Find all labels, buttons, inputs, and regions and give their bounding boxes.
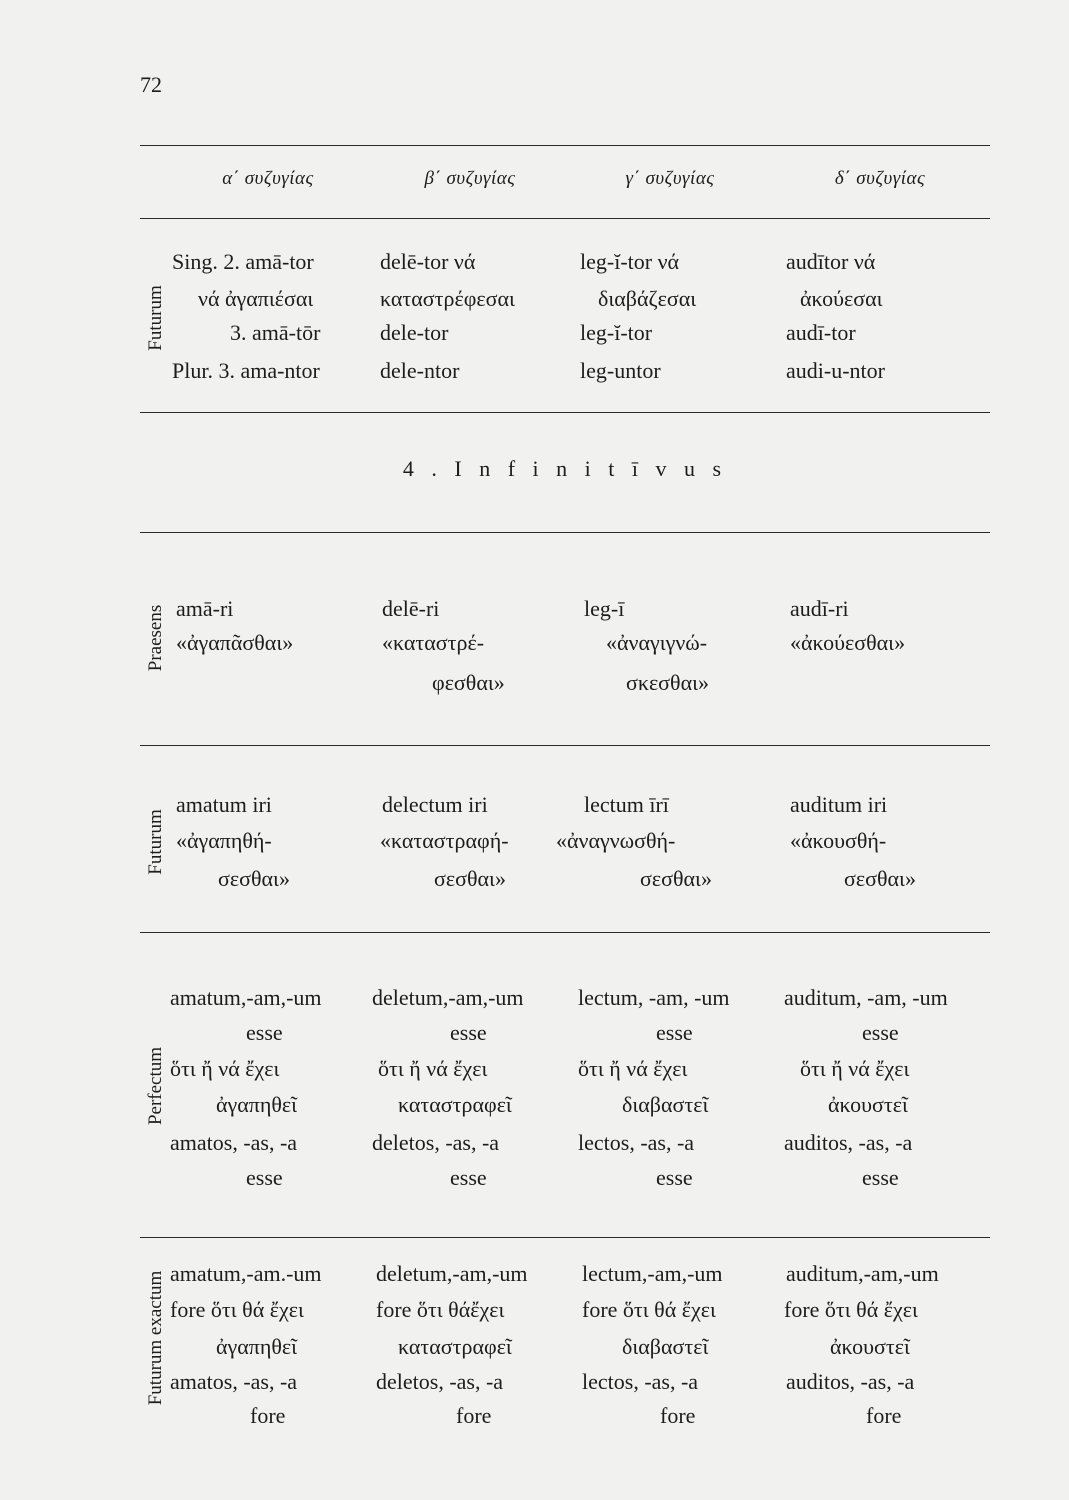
cell: φεσθαι» xyxy=(432,670,505,695)
cell: amatum,-am.-um xyxy=(170,1261,322,1286)
cell: auditos, -as, -a xyxy=(784,1130,913,1155)
cell: «ἀναγνωσθή- xyxy=(556,828,676,853)
cell: ὅτι ἤ νά ἔχει xyxy=(800,1056,910,1081)
cell: delē-ri xyxy=(382,596,440,621)
cell: lectum īrī xyxy=(584,792,669,817)
cell: «ἀναγιγνώ- xyxy=(606,630,708,655)
rule-header-bottom xyxy=(140,218,990,219)
page-number: 72 xyxy=(140,72,162,97)
cell: amatum iri xyxy=(176,792,272,817)
cell: ἀγαπηθεῖ xyxy=(216,1092,298,1117)
cell: leg-ī xyxy=(584,596,625,621)
cell: διαβάζεσαι xyxy=(598,286,697,311)
cell: ἀγαπηθεῖ xyxy=(216,1334,298,1359)
cell: ἀκουστεῖ xyxy=(830,1334,910,1359)
cell: leg-ĭ-tor xyxy=(580,320,653,345)
cell: amatos, -as, -a xyxy=(170,1369,298,1394)
cell: «ἀκούεσθαι» xyxy=(790,630,906,655)
cell: 3. amā-tōr xyxy=(230,320,321,345)
cell: audī-tor xyxy=(786,320,856,345)
cell: auditum, -am, -um xyxy=(784,985,948,1010)
cell: fore ὅτι θάἔχει xyxy=(376,1297,505,1322)
cell: esse xyxy=(656,1020,693,1045)
cell: fore ὅτι θά ἔχει xyxy=(784,1297,918,1322)
cell: ἀκούεσαι xyxy=(800,286,883,311)
section-title: 4 . I n f i n i t ī v u s xyxy=(402,456,728,481)
header-col-3: γ΄ συζυγίας xyxy=(625,168,715,189)
header-col-2: β΄ συζυγίας xyxy=(424,168,516,189)
cell: «ἀγαπᾶσθαι» xyxy=(176,630,294,655)
cell: auditum iri xyxy=(790,792,888,817)
cell: auditum,-am,-um xyxy=(786,1261,939,1286)
header-col-4: δ΄ συζυγίας xyxy=(834,168,926,189)
cell: deletum,-am,-um xyxy=(372,985,524,1010)
cell: lectos, -as, -a xyxy=(578,1130,695,1155)
header-col-1: α΄ συζυγίας xyxy=(222,168,314,189)
cell: dele-ntor xyxy=(380,358,460,383)
cell: deletum,-am,-um xyxy=(376,1261,528,1286)
cell: audi-u-ntor xyxy=(786,358,885,383)
cell: esse xyxy=(656,1165,693,1190)
cell: διαβαστεῖ xyxy=(622,1092,709,1117)
cell: σεσθαι» xyxy=(844,866,916,891)
cell: καταστραφεῖ xyxy=(398,1334,512,1359)
cell: leg-ĭ-tor νά xyxy=(580,249,680,274)
rule-futurum-inf-bottom xyxy=(140,932,990,933)
cell: σκεσθαι» xyxy=(626,670,710,695)
cell: fore xyxy=(660,1403,696,1428)
cell: lectos, -as, -a xyxy=(582,1369,699,1394)
cell: delē-tor νά xyxy=(380,249,476,274)
cell: esse xyxy=(246,1020,283,1045)
cell: fore xyxy=(456,1403,492,1428)
cell: auditos, -as, -a xyxy=(786,1369,915,1394)
cell: σεσθαι» xyxy=(434,866,506,891)
cell: «καταστραφή- xyxy=(380,828,509,853)
cell: καταστρέφεσαι xyxy=(380,286,515,311)
cell: «ἀγαπηθή- xyxy=(176,828,272,853)
cell: «ἀκουσθή- xyxy=(790,828,887,853)
cell: «καταστρέ- xyxy=(382,630,485,655)
cell: σεσθαι» xyxy=(640,866,712,891)
cell: lectum,-am,-um xyxy=(582,1261,723,1286)
cell: Sing. 2. amā-tor xyxy=(172,249,314,274)
cell: esse xyxy=(862,1165,899,1190)
cell: fore ὅτι θά ἔχει xyxy=(582,1297,716,1322)
rule-title-bottom xyxy=(140,532,990,533)
cell: esse xyxy=(450,1165,487,1190)
cell: esse xyxy=(246,1165,283,1190)
rule-futurum-bottom xyxy=(140,412,990,413)
rule-top xyxy=(140,145,990,146)
cell: lectum, -am, -um xyxy=(578,985,730,1010)
cell: amā-ri xyxy=(176,596,234,621)
rule-perfectum-bottom xyxy=(140,1237,990,1238)
cell: leg-untor xyxy=(580,358,661,383)
cell: esse xyxy=(862,1020,899,1045)
cell: amatos, -as, -a xyxy=(170,1130,298,1155)
cell: deletos, -as, -a xyxy=(372,1130,500,1155)
cell: fore xyxy=(866,1403,902,1428)
cell: dele-tor xyxy=(380,320,449,345)
rule-praesens-bottom xyxy=(140,745,990,746)
cell: fore ὅτι θά ἔχει xyxy=(170,1297,304,1322)
cell: audītor νά xyxy=(786,249,876,274)
cell: καταστραφεῖ xyxy=(398,1092,512,1117)
cell: ὅτι ἤ νά ἔχει xyxy=(378,1056,488,1081)
cell: ἀκουστεῖ xyxy=(828,1092,908,1117)
cell: διαβαστεῖ xyxy=(622,1334,709,1359)
cell: ὅτι ἤ νά ἔχει xyxy=(170,1056,280,1081)
cell: esse xyxy=(450,1020,487,1045)
cell: νά ἀγαπιέσαι xyxy=(198,286,314,311)
cell: delectum iri xyxy=(382,792,488,817)
cell: deletos, -as, -a xyxy=(376,1369,504,1394)
cell: amatum,-am,-um xyxy=(170,985,322,1010)
cell: Plur. 3. ama-ntor xyxy=(172,358,320,383)
cell: ὅτι ἤ νά ἔχει xyxy=(578,1056,688,1081)
cell: σεσθαι» xyxy=(218,866,290,891)
cell: fore xyxy=(250,1403,286,1428)
cell: audī-ri xyxy=(790,596,849,621)
